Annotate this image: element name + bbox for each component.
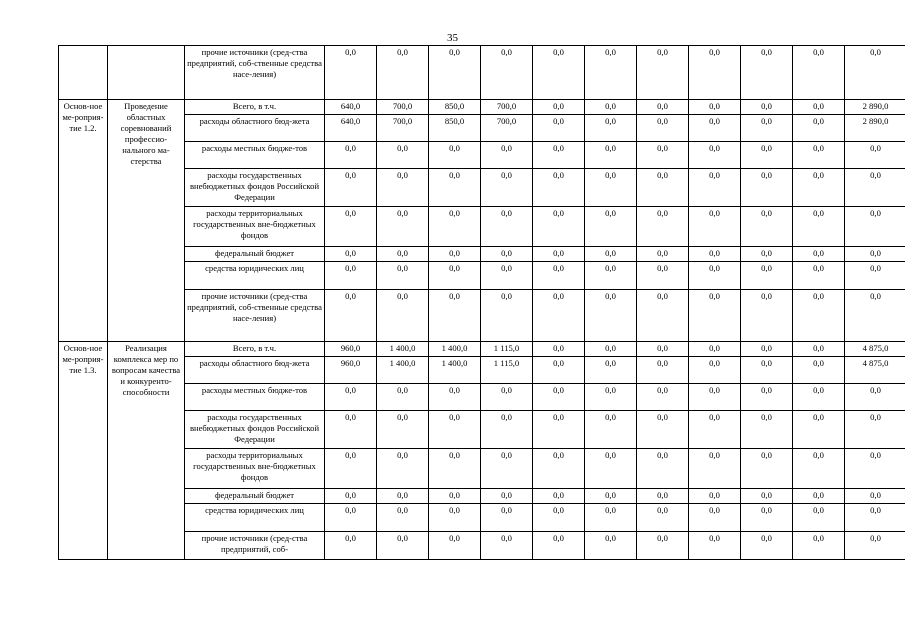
- value-cell: 0,0: [325, 142, 377, 169]
- value-cell: 0,0: [741, 449, 793, 489]
- table-row: [59, 532, 905, 560]
- value-cell: 0,0: [741, 342, 793, 357]
- value-cell: 960,0: [325, 342, 377, 357]
- value-cell: 700,0: [481, 100, 533, 115]
- table-row: [59, 46, 905, 100]
- funding-source-cell: Всего, в т.ч.: [185, 100, 325, 115]
- activity-description-cell: Реализация комплекса мер по вопросам качества и конкуренто-способности: [108, 342, 185, 560]
- value-cell: 0,0: [793, 290, 845, 342]
- total-value-cell: 0,0: [845, 142, 905, 169]
- value-cell: 0,0: [637, 411, 689, 449]
- value-cell: 0,0: [325, 449, 377, 489]
- total-value-cell: 0,0: [845, 262, 905, 290]
- value-cell: 0,0: [637, 489, 689, 504]
- total-value-cell: 0,0: [845, 411, 905, 449]
- total-value-cell: 4 875,0: [845, 342, 905, 357]
- value-cell: 0,0: [689, 169, 741, 207]
- value-cell: 0,0: [429, 290, 481, 342]
- value-cell: 0,0: [793, 532, 845, 560]
- value-cell: 0,0: [533, 247, 585, 262]
- value-cell: 0,0: [689, 357, 741, 384]
- value-cell: 0,0: [481, 532, 533, 560]
- funding-source-cell: расходы территориальных государственных вне-бюджетных фондов: [185, 449, 325, 489]
- value-cell: 0,0: [325, 411, 377, 449]
- value-cell: 0,0: [637, 247, 689, 262]
- table-row: [59, 357, 905, 384]
- value-cell: 0,0: [377, 489, 429, 504]
- value-cell: 1 400,0: [377, 342, 429, 357]
- value-cell: 0,0: [793, 115, 845, 142]
- value-cell: 0,0: [377, 169, 429, 207]
- value-cell: 0,0: [533, 100, 585, 115]
- value-cell: 0,0: [689, 247, 741, 262]
- value-cell: 0,0: [377, 290, 429, 342]
- table-row: [59, 384, 905, 411]
- value-cell: 0,0: [585, 290, 637, 342]
- value-cell: 0,0: [689, 207, 741, 247]
- value-cell: 0,0: [585, 411, 637, 449]
- value-cell: 0,0: [481, 142, 533, 169]
- table-row: [59, 411, 905, 449]
- value-cell: 0,0: [325, 262, 377, 290]
- value-cell: 0,0: [637, 115, 689, 142]
- value-cell: 0,0: [533, 142, 585, 169]
- value-cell: 0,0: [481, 504, 533, 532]
- value-cell: 0,0: [689, 262, 741, 290]
- value-cell: 0,0: [585, 100, 637, 115]
- value-cell: 0,0: [793, 357, 845, 384]
- table-row: [59, 115, 905, 142]
- table-row: [59, 247, 905, 262]
- value-cell: 0,0: [377, 532, 429, 560]
- total-value-cell: 0,0: [845, 169, 905, 207]
- value-cell: 1 115,0: [481, 357, 533, 384]
- value-cell: 0,0: [377, 262, 429, 290]
- funding-source-cell: расходы государственных внебюджетных фондов Российской Федерации: [185, 411, 325, 449]
- value-cell: 960,0: [325, 357, 377, 384]
- value-cell: 0,0: [585, 384, 637, 411]
- value-cell: 1 400,0: [429, 342, 481, 357]
- value-cell: 0,0: [481, 207, 533, 247]
- value-cell: 0,0: [637, 207, 689, 247]
- activity-name-cell: [59, 46, 108, 100]
- value-cell: 0,0: [793, 504, 845, 532]
- value-cell: 640,0: [325, 115, 377, 142]
- value-cell: 0,0: [793, 142, 845, 169]
- value-cell: 0,0: [793, 342, 845, 357]
- value-cell: 0,0: [429, 489, 481, 504]
- value-cell: 0,0: [585, 207, 637, 247]
- value-cell: 0,0: [533, 46, 585, 100]
- value-cell: 850,0: [429, 100, 481, 115]
- value-cell: 0,0: [377, 384, 429, 411]
- table-row: [59, 100, 905, 115]
- value-cell: 0,0: [325, 504, 377, 532]
- table-row: [59, 169, 905, 207]
- total-value-cell: 0,0: [845, 247, 905, 262]
- value-cell: 0,0: [533, 115, 585, 142]
- value-cell: 0,0: [741, 532, 793, 560]
- value-cell: 0,0: [325, 46, 377, 100]
- value-cell: 0,0: [689, 115, 741, 142]
- value-cell: 0,0: [689, 46, 741, 100]
- table-row: [59, 449, 905, 489]
- value-cell: 0,0: [585, 504, 637, 532]
- value-cell: 0,0: [637, 169, 689, 207]
- value-cell: 0,0: [741, 262, 793, 290]
- value-cell: 0,0: [481, 384, 533, 411]
- value-cell: 0,0: [741, 357, 793, 384]
- value-cell: 0,0: [637, 262, 689, 290]
- table-row: [59, 504, 905, 532]
- value-cell: 0,0: [377, 46, 429, 100]
- value-cell: 0,0: [637, 342, 689, 357]
- value-cell: 0,0: [533, 489, 585, 504]
- funding-source-cell: средства юридических лиц: [185, 504, 325, 532]
- value-cell: 0,0: [481, 411, 533, 449]
- value-cell: 0,0: [689, 100, 741, 115]
- value-cell: 0,0: [533, 169, 585, 207]
- value-cell: 0,0: [585, 449, 637, 489]
- total-value-cell: 0,0: [845, 504, 905, 532]
- value-cell: 0,0: [585, 262, 637, 290]
- value-cell: 0,0: [793, 489, 845, 504]
- value-cell: 0,0: [481, 449, 533, 489]
- value-cell: 0,0: [741, 115, 793, 142]
- value-cell: 0,0: [793, 100, 845, 115]
- funding-source-cell: расходы областного бюд-жета: [185, 357, 325, 384]
- value-cell: 0,0: [325, 169, 377, 207]
- value-cell: 0,0: [377, 247, 429, 262]
- value-cell: 0,0: [689, 489, 741, 504]
- table-row: [59, 290, 905, 342]
- value-cell: 0,0: [637, 449, 689, 489]
- total-value-cell: 2 890,0: [845, 115, 905, 142]
- value-cell: 0,0: [741, 247, 793, 262]
- value-cell: 0,0: [429, 169, 481, 207]
- value-cell: 0,0: [429, 384, 481, 411]
- value-cell: 0,0: [481, 489, 533, 504]
- funding-source-cell: расходы государственных внебюджетных фондов Российской Федерации: [185, 169, 325, 207]
- value-cell: 0,0: [533, 262, 585, 290]
- value-cell: 0,0: [533, 532, 585, 560]
- value-cell: 850,0: [429, 115, 481, 142]
- funding-source-cell: прочие источники (сред-ства предприятий, соб-ственные средства насе-ления): [185, 290, 325, 342]
- funding-source-cell: расходы местных бюдже-тов: [185, 142, 325, 169]
- value-cell: 0,0: [481, 262, 533, 290]
- value-cell: 1 115,0: [481, 342, 533, 357]
- value-cell: 0,0: [741, 290, 793, 342]
- table-row: [59, 262, 905, 290]
- value-cell: 0,0: [377, 411, 429, 449]
- value-cell: 0,0: [741, 100, 793, 115]
- table-body: [59, 46, 905, 560]
- total-value-cell: 0,0: [845, 290, 905, 342]
- value-cell: 0,0: [429, 449, 481, 489]
- value-cell: 0,0: [429, 247, 481, 262]
- table-row: [59, 207, 905, 247]
- total-value-cell: 0,0: [845, 449, 905, 489]
- value-cell: 0,0: [429, 46, 481, 100]
- value-cell: 0,0: [533, 384, 585, 411]
- value-cell: 0,0: [481, 247, 533, 262]
- total-value-cell: 0,0: [845, 489, 905, 504]
- value-cell: 0,0: [689, 342, 741, 357]
- funding-source-cell: прочие источники (сред-ства предприятий, соб-ственные средства насе-ления): [185, 46, 325, 100]
- value-cell: 0,0: [585, 342, 637, 357]
- funding-source-cell: расходы местных бюдже-тов: [185, 384, 325, 411]
- activity-description-cell: [108, 46, 185, 100]
- value-cell: 0,0: [585, 115, 637, 142]
- value-cell: 0,0: [377, 449, 429, 489]
- activity-name-cell: Основ-ное ме-роприя-тие 1.2.: [59, 100, 108, 342]
- value-cell: 0,0: [741, 169, 793, 207]
- activity-description-cell: Проведение областных соревнований профессио-нального ма-стерства: [108, 100, 185, 342]
- value-cell: 0,0: [325, 247, 377, 262]
- total-value-cell: 0,0: [845, 207, 905, 247]
- value-cell: 0,0: [637, 100, 689, 115]
- value-cell: 0,0: [533, 504, 585, 532]
- value-cell: 0,0: [689, 384, 741, 411]
- value-cell: 0,0: [429, 504, 481, 532]
- value-cell: 0,0: [585, 142, 637, 169]
- total-value-cell: 0,0: [845, 532, 905, 560]
- value-cell: 0,0: [429, 411, 481, 449]
- value-cell: 0,0: [377, 207, 429, 247]
- value-cell: 0,0: [637, 532, 689, 560]
- value-cell: 0,0: [481, 46, 533, 100]
- value-cell: 0,0: [689, 449, 741, 489]
- value-cell: 0,0: [325, 290, 377, 342]
- value-cell: 0,0: [585, 357, 637, 384]
- value-cell: 0,0: [741, 504, 793, 532]
- value-cell: 0,0: [585, 169, 637, 207]
- value-cell: 0,0: [741, 46, 793, 100]
- value-cell: 700,0: [377, 115, 429, 142]
- value-cell: 0,0: [585, 247, 637, 262]
- value-cell: 0,0: [481, 290, 533, 342]
- value-cell: 0,0: [377, 142, 429, 169]
- value-cell: 0,0: [585, 489, 637, 504]
- value-cell: 0,0: [793, 207, 845, 247]
- value-cell: 0,0: [533, 290, 585, 342]
- total-value-cell: 4 875,0: [845, 357, 905, 384]
- value-cell: 0,0: [741, 142, 793, 169]
- value-cell: 700,0: [377, 100, 429, 115]
- value-cell: 0,0: [533, 207, 585, 247]
- value-cell: 0,0: [741, 207, 793, 247]
- value-cell: 1 400,0: [377, 357, 429, 384]
- funding-source-cell: федеральный бюджет: [185, 247, 325, 262]
- value-cell: 0,0: [325, 532, 377, 560]
- value-cell: 0,0: [689, 411, 741, 449]
- page-number: 35: [447, 32, 458, 44]
- table-row: [59, 342, 905, 357]
- value-cell: 0,0: [533, 342, 585, 357]
- value-cell: 0,0: [637, 357, 689, 384]
- value-cell: 0,0: [793, 449, 845, 489]
- activity-name-cell: Основ-ное ме-роприя-тие 1.3.: [59, 342, 108, 560]
- total-value-cell: 0,0: [845, 46, 905, 100]
- value-cell: 0,0: [585, 532, 637, 560]
- value-cell: 0,0: [689, 504, 741, 532]
- funding-source-cell: федеральный бюджет: [185, 489, 325, 504]
- value-cell: 0,0: [793, 384, 845, 411]
- funding-source-cell: Всего, в т.ч.: [185, 342, 325, 357]
- funding-source-cell: прочие источники (сред-ства предприятий, соб-: [185, 532, 325, 560]
- value-cell: 0,0: [481, 169, 533, 207]
- value-cell: 0,0: [429, 262, 481, 290]
- value-cell: 0,0: [325, 384, 377, 411]
- value-cell: 0,0: [585, 46, 637, 100]
- value-cell: 0,0: [533, 357, 585, 384]
- value-cell: 640,0: [325, 100, 377, 115]
- value-cell: 0,0: [533, 449, 585, 489]
- value-cell: 0,0: [793, 411, 845, 449]
- value-cell: 0,0: [793, 169, 845, 207]
- value-cell: 0,0: [793, 46, 845, 100]
- table-row: [59, 489, 905, 504]
- value-cell: 0,0: [741, 384, 793, 411]
- value-cell: 0,0: [637, 504, 689, 532]
- total-value-cell: 0,0: [845, 384, 905, 411]
- value-cell: 0,0: [637, 142, 689, 169]
- value-cell: 0,0: [377, 504, 429, 532]
- funding-source-cell: расходы территориальных государственных вне-бюджетных фондов: [185, 207, 325, 247]
- value-cell: 1 400,0: [429, 357, 481, 384]
- table-row: [59, 142, 905, 169]
- value-cell: 0,0: [689, 142, 741, 169]
- value-cell: 0,0: [689, 532, 741, 560]
- funding-table: [58, 45, 905, 560]
- value-cell: 0,0: [533, 411, 585, 449]
- value-cell: 0,0: [325, 489, 377, 504]
- value-cell: 700,0: [481, 115, 533, 142]
- value-cell: 0,0: [429, 532, 481, 560]
- value-cell: 0,0: [689, 290, 741, 342]
- value-cell: 0,0: [637, 46, 689, 100]
- value-cell: 0,0: [793, 247, 845, 262]
- value-cell: 0,0: [325, 207, 377, 247]
- funding-source-cell: расходы областного бюд-жета: [185, 115, 325, 142]
- value-cell: 0,0: [429, 207, 481, 247]
- value-cell: 0,0: [429, 142, 481, 169]
- value-cell: 0,0: [793, 262, 845, 290]
- value-cell: 0,0: [637, 290, 689, 342]
- funding-source-cell: средства юридических лиц: [185, 262, 325, 290]
- value-cell: 0,0: [741, 489, 793, 504]
- value-cell: 0,0: [637, 384, 689, 411]
- value-cell: 0,0: [741, 411, 793, 449]
- total-value-cell: 2 890,0: [845, 100, 905, 115]
